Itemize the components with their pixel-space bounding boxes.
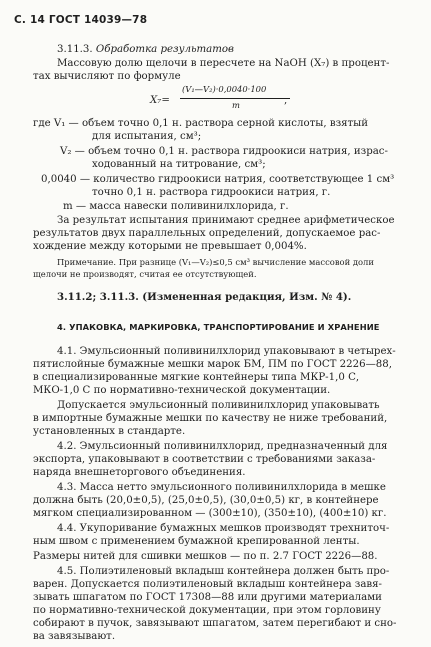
line-text: точно 0,1 н. раствора гидроокиси натрия, г. bbox=[92, 187, 331, 198]
text-line bbox=[57, 291, 351, 304]
text-line bbox=[92, 159, 266, 171]
line-text: наряда внешнеторгового объединения. bbox=[33, 467, 246, 478]
text-line bbox=[33, 71, 181, 83]
line-text: ходованный на титрование, см³; bbox=[92, 159, 266, 170]
line-text: зывать шпагатом по ГОСТ 17308—88 или другими материалами bbox=[33, 592, 382, 603]
line-text: 4.2. Эмульсионный поливинилхлорид, предназначенный для bbox=[57, 441, 388, 452]
text-line bbox=[33, 605, 381, 617]
text-line bbox=[57, 58, 389, 70]
line-text: собирают в пучок, завязывают шпагатом, затем перегибают и сно- bbox=[33, 618, 397, 629]
section-title: 4. УПАКОВКА, МАРКИРОВКА, ТРАНСПОРТИРОВАНИЕ И ХРАНЕНИЕ bbox=[57, 322, 380, 332]
line-text: 4.3. Масса нетто эмульсионного поливинилхлорида в мешке bbox=[57, 482, 386, 493]
formula-denominator: m bbox=[232, 100, 240, 110]
line-text: Массовую долю щелочи в пересчете на NaOH (X₇) в процент- bbox=[57, 58, 390, 69]
text-line bbox=[92, 187, 330, 199]
text-line bbox=[33, 385, 330, 397]
text-line bbox=[33, 592, 382, 604]
formula-tail: , bbox=[284, 95, 288, 106]
text-line bbox=[57, 256, 374, 268]
line-text: экспорта, упаковывают в соответствии с требованиями заказа- bbox=[33, 454, 376, 465]
text-line bbox=[57, 566, 389, 578]
line-text: в специализированные мягкие контейнеры типа МКР-1,0 С, bbox=[33, 372, 360, 383]
line-text: по нормативно-технической документации, при этом горловину bbox=[33, 605, 381, 616]
text-line bbox=[33, 551, 378, 563]
text-line bbox=[57, 215, 395, 227]
formula-numerator: (V₁—V₂)·0,0040·100 bbox=[182, 84, 267, 94]
fraction-bar bbox=[180, 98, 290, 99]
text-line bbox=[33, 228, 380, 240]
text-line bbox=[33, 454, 375, 466]
text-line bbox=[57, 523, 389, 535]
text-line bbox=[33, 268, 257, 280]
text-line bbox=[92, 131, 201, 143]
text-line bbox=[57, 44, 234, 56]
line-text: варен. Допускается полиэтиленовый вкладыш контейнера завя- bbox=[33, 579, 382, 590]
line-text: 4.5. Полиэтиленовый вкладыш контейнера должен быть про- bbox=[57, 566, 390, 577]
line-text: 3.11.3. bbox=[57, 44, 96, 55]
text-line bbox=[57, 482, 386, 494]
text-line bbox=[33, 413, 387, 425]
line-text: для испытания, см³; bbox=[92, 131, 202, 142]
formula-lhs: X₇= bbox=[150, 95, 170, 106]
text-line bbox=[57, 400, 380, 412]
text-line bbox=[33, 372, 359, 384]
text-line bbox=[33, 508, 386, 520]
line-text: За результат испытания принимают среднее арифметическое bbox=[57, 215, 395, 226]
line-text: в импортные бумажные мешки по качеству не ниже требований, bbox=[33, 413, 388, 424]
line-text: ным швом с применением бумажной крепированной ленты. bbox=[33, 536, 360, 547]
line-text: МКО-1,0 С по нормативно-технической документации. bbox=[33, 385, 331, 396]
text-line bbox=[33, 359, 392, 371]
text-line bbox=[33, 536, 360, 548]
text-line bbox=[57, 346, 396, 358]
line-text: должна быть (20,0±0,5), (25,0±0,5), (30,0±0,5) кг, в контейнере bbox=[33, 495, 379, 506]
line-text: где V₁ — объем точно 0,1 н. раствора серной кислоты, взятый bbox=[33, 118, 369, 129]
line-text: 4.4. Укупоривание бумажных мешков производят трехниточ- bbox=[57, 523, 390, 534]
text-line bbox=[33, 495, 379, 507]
text-line bbox=[33, 631, 115, 643]
text-line bbox=[41, 174, 394, 186]
line-text: ва завязывают. bbox=[33, 631, 116, 642]
line-italic-text: Обработка результатов bbox=[95, 44, 234, 55]
line-text: хождение между которыми не превышает 0,004%. bbox=[33, 241, 307, 252]
line-text: V₂ — объем точно 0,1 н. раствора гидроокиси натрия, израс- bbox=[60, 146, 388, 157]
line-text: 3.11.2; 3.11.3. (Измененная редакция, Изм. № 4). bbox=[57, 291, 352, 303]
line-text: результатов двух параллельных определений, допускаемое рас- bbox=[33, 228, 381, 239]
line-text: мягком специализированном — (300±10), (350±10), (400±10) кг. bbox=[33, 508, 387, 519]
line-text: Примечание. При разнице (V₁—V₂)≤0,5 см³ вычисление массовой доли bbox=[57, 257, 374, 267]
line-text: щелочи не производят, считая ее отсутствующей. bbox=[33, 269, 257, 279]
line-text: Размеры нитей для сшивки мешков — по п. 2.7 ГОСТ 2226—88. bbox=[33, 551, 378, 562]
line-text: Допускается эмульсионный поливинилхлорид упаковывать bbox=[57, 400, 380, 411]
line-text: тах вычисляют по формуле bbox=[33, 71, 181, 82]
text-line bbox=[33, 241, 307, 253]
text-line bbox=[57, 441, 387, 453]
text-line bbox=[33, 118, 368, 130]
text-line bbox=[33, 579, 382, 591]
text-line bbox=[60, 146, 388, 158]
line-text: установленных в стандарте. bbox=[33, 426, 186, 437]
line-text: 0,0040 — количество гидроокиси натрия, соответствующее 1 см³ bbox=[41, 174, 395, 185]
line-text: 4.1. Эмульсионный поливинилхлорид упаковывают в четырех- bbox=[57, 346, 396, 357]
page-header: С. 14 ГОСТ 14039—78 bbox=[14, 14, 148, 26]
text-line bbox=[33, 426, 185, 438]
line-text: пятислойные бумажные мешки марок БМ, ПМ по ГОСТ 2226—88, bbox=[33, 359, 392, 370]
text-line bbox=[33, 618, 397, 630]
line-text: m — масса навески поливинилхлорида, г. bbox=[63, 201, 289, 212]
text-line bbox=[33, 467, 246, 479]
text-line bbox=[63, 201, 289, 213]
